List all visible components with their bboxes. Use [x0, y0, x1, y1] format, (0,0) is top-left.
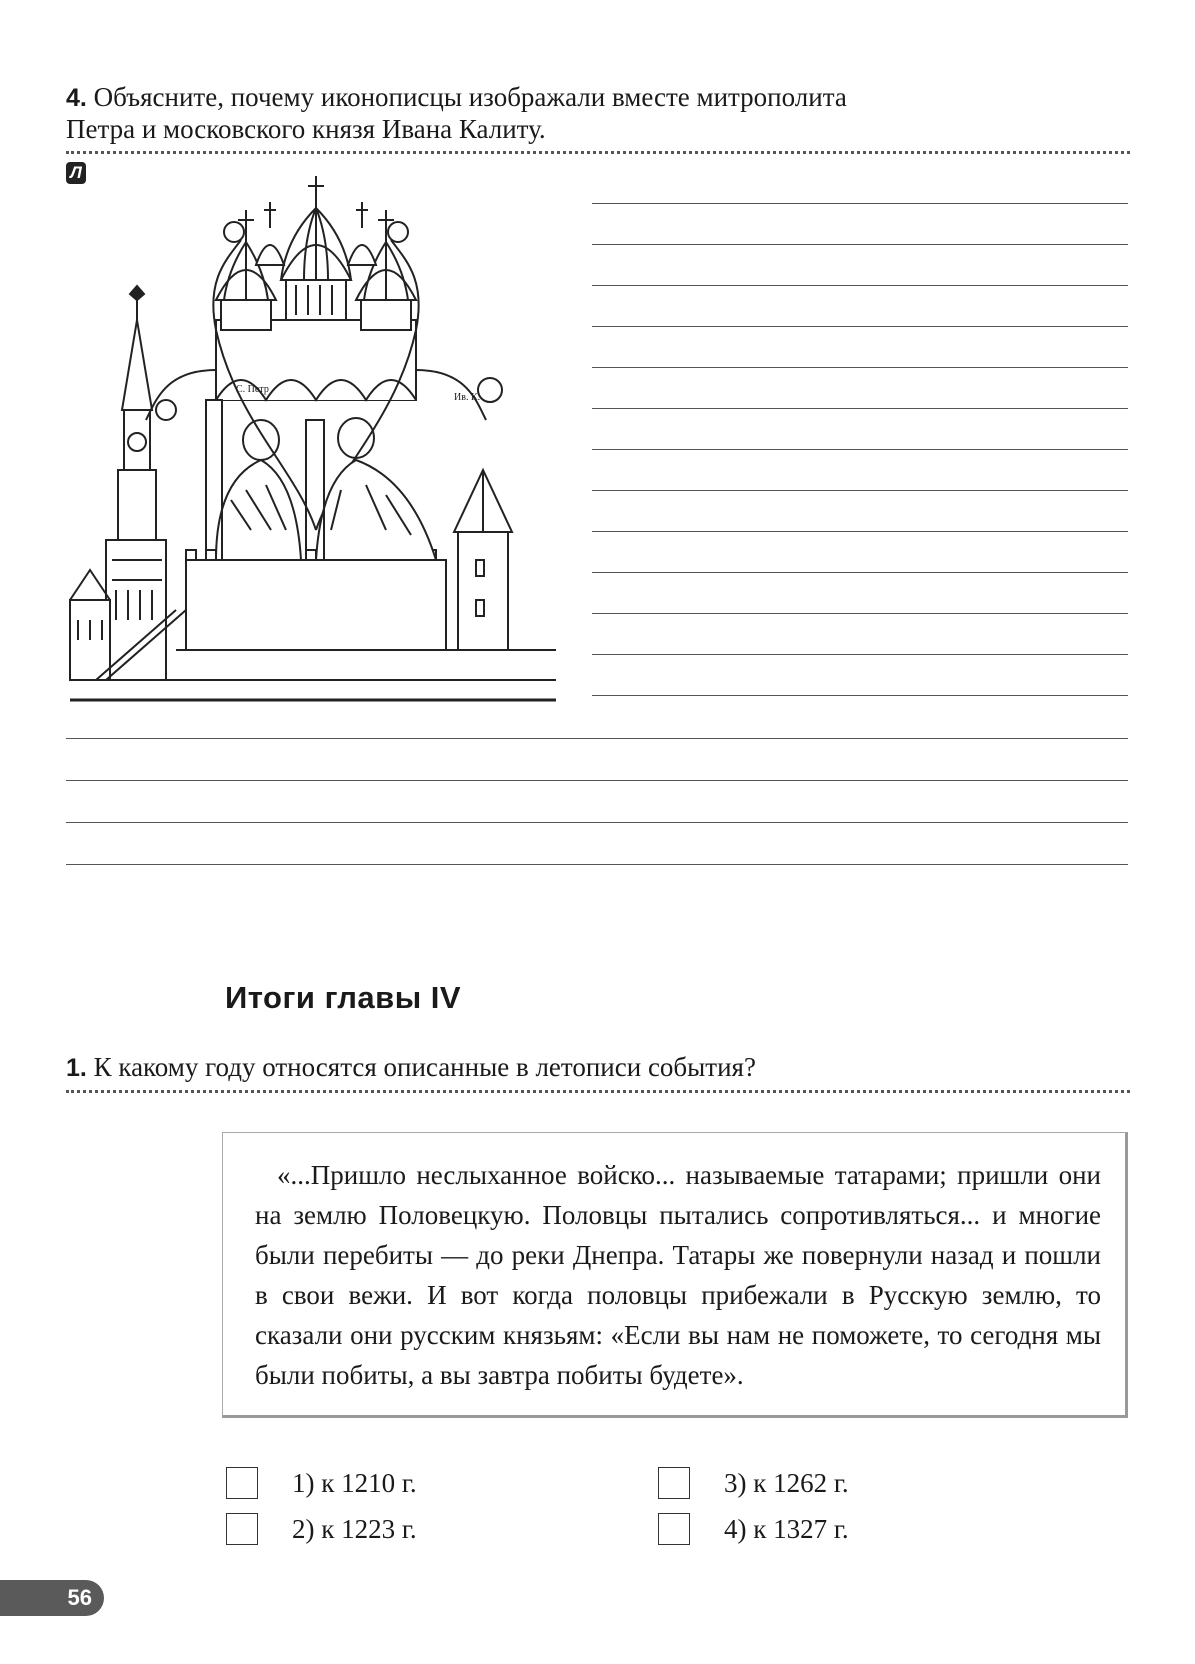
answer-line[interactable]: [592, 490, 1128, 491]
page-number-tab: [0, 1580, 104, 1616]
answer-line[interactable]: [592, 285, 1128, 286]
answer-line[interactable]: [592, 613, 1128, 614]
answer-line[interactable]: [592, 654, 1128, 655]
answer-line[interactable]: [66, 822, 1128, 823]
answer-option-3[interactable]: [658, 1467, 849, 1499]
answer-option-4-label: 4) к 1327 г.: [724, 1514, 849, 1544]
question-4-text-line1: Объясните, почему иконописцы изображали вместе митрополита: [93, 82, 847, 112]
question-1-prompt: [66, 1052, 1126, 1084]
question-4-divider: [66, 151, 1130, 154]
answer-line[interactable]: [592, 367, 1128, 368]
answer-line[interactable]: [66, 780, 1128, 781]
checkbox-option-4[interactable]: [658, 1513, 690, 1545]
illustration-label-right: Ив. К.: [454, 392, 481, 403]
answer-line[interactable]: [592, 531, 1128, 532]
question-4-number: 4.: [66, 84, 87, 112]
answer-option-1-label: 1) к 1210 г.: [292, 1468, 417, 1498]
answer-line[interactable]: [592, 326, 1128, 327]
answer-line[interactable]: [592, 203, 1128, 204]
answer-line[interactable]: [66, 864, 1128, 865]
chronicle-quote-box: [222, 1132, 1128, 1418]
answer-line[interactable]: [592, 572, 1128, 573]
chronicle-quote-text: «...Пришло неслыханное войско... называемые татарами; пришли они на землю Половецкую. Половцы пытались сопротивляться... и многие были перебиты — до реки Днепра. Татары же повернули назад и пошли в свои вежи. И вот когда половцы прибежали в Русскую землю, то сказали они русским князьям: «Если вы нам не поможете, то сегодня мы были побиты, а вы завтра побиты будете».: [255, 1160, 1101, 1390]
section-title: Итоги главы IV: [225, 980, 462, 1015]
question-1-divider: [66, 1090, 1130, 1093]
question-1-text: К какому году относятся описанные в летописи события?: [93, 1052, 756, 1082]
answer-option-3-label: 3) к 1262 г.: [724, 1468, 849, 1498]
checkbox-option-1[interactable]: [226, 1467, 258, 1499]
illustration-label-left: С. Петр: [236, 384, 269, 395]
answer-line[interactable]: [592, 449, 1128, 450]
page-number: 56: [67, 1585, 92, 1610]
answer-line[interactable]: [592, 408, 1128, 409]
checkbox-option-3[interactable]: [658, 1467, 690, 1499]
answer-option-1[interactable]: [226, 1467, 417, 1499]
answer-option-2-label: 2) к 1223 г.: [292, 1514, 417, 1544]
illustration-marker-icon: Л: [66, 162, 86, 184]
illustration-kremlin-icon: [66, 170, 560, 710]
answer-option-4[interactable]: [658, 1513, 849, 1545]
answer-line[interactable]: [592, 244, 1128, 245]
answer-option-2[interactable]: [226, 1513, 417, 1545]
checkbox-option-2[interactable]: [226, 1513, 258, 1545]
answer-line[interactable]: [66, 738, 1128, 739]
question-4-text-line2: Петра и московского князя Ивана Калиту.: [66, 114, 546, 144]
answer-line[interactable]: [592, 695, 1128, 696]
question-4-prompt: [66, 82, 1126, 145]
question-1-number: 1.: [66, 1054, 87, 1082]
